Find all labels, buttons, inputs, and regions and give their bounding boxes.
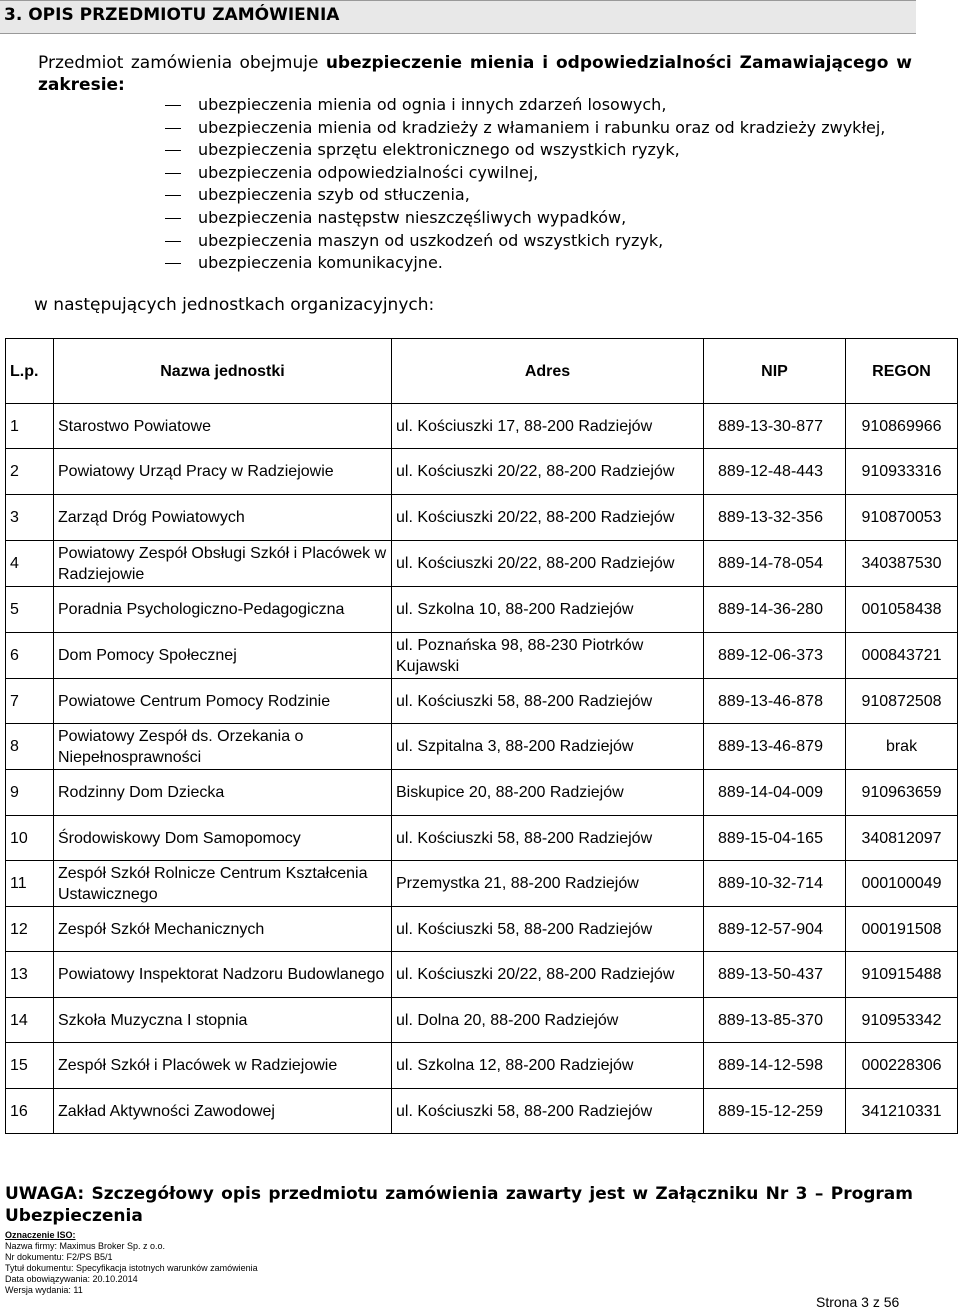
table-row [6, 679, 958, 724]
list-item-text: ubezpieczenia komunikacyjne. [198, 253, 443, 273]
cell-lp: 15 [6, 1043, 54, 1089]
cell-name: Środowiskowy Dom Samopomocy [54, 816, 392, 861]
iso-block [5, 1230, 258, 1296]
table-row [6, 998, 958, 1043]
list-item [165, 252, 885, 275]
cell-address: ul. Kościuszki 58, 88-200 Radziejów [392, 679, 704, 724]
cell-regon: 000191508 [846, 907, 958, 952]
cell-lp: 12 [6, 907, 54, 952]
dash-icon [165, 128, 181, 129]
cell-name: Zespół Szkół Mechanicznych [54, 907, 392, 952]
cell-name: Zespół Szkół i Placówek w Radziejowie [54, 1043, 392, 1089]
cell-regon: 000843721 [846, 633, 958, 679]
cell-lp: 10 [6, 816, 54, 861]
cell-lp: 8 [6, 724, 54, 770]
cell-address: Przemystka 21, 88-200 Radziejów [392, 861, 704, 907]
cell-name: Zarząd Dróg Powiatowych [54, 495, 392, 541]
list-item-text: ubezpieczenia następstw nieszczęśliwych wypadków, [198, 207, 627, 227]
table-row [6, 724, 958, 770]
header-address: Adres [392, 339, 704, 404]
cell-address: ul. Szpitalna 3, 88-200 Radziejów [392, 724, 704, 770]
list-item [165, 117, 885, 140]
cell-regon: 000228306 [846, 1043, 958, 1089]
cell-nip: 889-13-30-877 [704, 404, 846, 449]
cell-name: Powiatowy Urząd Pracy w Radziejowie [54, 449, 392, 495]
cell-regon: brak [846, 724, 958, 770]
list-item [165, 139, 885, 162]
iso-line: Data obowiązywania: 20.10.2014 [5, 1274, 138, 1284]
page-number: Strona 3 z 56 [816, 1294, 900, 1310]
table-row [6, 587, 958, 633]
table-row [6, 861, 958, 907]
table-row [6, 907, 958, 952]
iso-line: Nazwa firmy: Maximus Broker Sp. z o.o. [5, 1241, 166, 1251]
iso-line: Wersja wydania: 11 [5, 1285, 83, 1295]
cell-nip: 889-13-46-879 [704, 724, 846, 770]
table-row [6, 633, 958, 679]
cell-nip: 889-13-32-356 [704, 495, 846, 541]
cell-address: ul. Kościuszki 58, 88-200 Radziejów [392, 1089, 704, 1134]
cell-lp: 16 [6, 1089, 54, 1134]
cell-lp: 5 [6, 587, 54, 633]
cell-regon: 000100049 [846, 861, 958, 907]
cell-lp: 14 [6, 998, 54, 1043]
cell-lp: 7 [6, 679, 54, 724]
header-name: Nazwa jednostki [54, 339, 392, 404]
warning-note: UWAGA: Szczegółowy opis przedmiotu zamówienia zawarty jest w Załączniku Nr 3 – Program Ubezpieczenia [5, 1184, 913, 1226]
cell-name: Rodzinny Dom Dziecka [54, 770, 392, 816]
cell-lp: 6 [6, 633, 54, 679]
cell-name: Powiatowy Zespół ds. Orzekania o Niepełnosprawności [54, 724, 392, 770]
table-row [6, 1089, 958, 1134]
cell-lp: 11 [6, 861, 54, 907]
table-row [6, 495, 958, 541]
cell-address: ul. Kościuszki 20/22, 88-200 Radziejów [392, 495, 704, 541]
list-item-text: ubezpieczenia mienia od kradzieży z włamaniem i rabunku oraz od kradzieży zwykłej, [198, 117, 886, 137]
list-item-text: ubezpieczenia szyb od stłuczenia, [198, 185, 470, 205]
units-table [5, 338, 958, 1134]
intro-bold: ubezpieczenie mienia i odpowiedzialności Zamawiającego w zakresie: [38, 53, 912, 95]
list-item [165, 230, 885, 253]
table-row [6, 816, 958, 861]
list-item-text: ubezpieczenia maszyn od uszkodzeń od wszystkich ryzyk, [198, 230, 664, 250]
list-item [165, 184, 885, 207]
cell-regon: 001058438 [846, 587, 958, 633]
list-item-text: ubezpieczenia mienia od ognia i innych zdarzeń losowych, [198, 95, 667, 114]
cell-address: ul. Kościuszki 20/22, 88-200 Radziejów [392, 449, 704, 495]
intro-prefix: Przedmiot zamówienia obejmuje [38, 53, 326, 73]
cell-regon: 341210331 [846, 1089, 958, 1134]
iso-heading: Oznaczenie ISO: [5, 1230, 76, 1240]
dash-icon [165, 263, 181, 264]
cell-name: Powiatowy Zespół Obsługi Szkół i Placówek w Radziejowie [54, 541, 392, 587]
table-row [6, 449, 958, 495]
header-nip: NIP [704, 339, 846, 404]
section-header [0, 0, 916, 34]
list-item [165, 94, 885, 117]
table-header-row [6, 339, 958, 404]
intro-paragraph [38, 52, 912, 96]
units-intro: w następujących jednostkach organizacyjnych: [34, 295, 435, 315]
cell-nip: 889-15-12-259 [704, 1089, 846, 1134]
cell-lp: 13 [6, 952, 54, 998]
dash-icon [165, 105, 181, 106]
cell-nip: 889-14-04-009 [704, 770, 846, 816]
dash-icon [165, 241, 181, 242]
cell-nip: 889-15-04-165 [704, 816, 846, 861]
cell-name: Poradnia Psychologiczno-Pedagogiczna [54, 587, 392, 633]
dash-icon [165, 173, 181, 174]
cell-nip: 889-14-12-598 [704, 1043, 846, 1089]
dash-icon [165, 195, 181, 196]
cell-nip: 889-10-32-714 [704, 861, 846, 907]
list-item [165, 162, 885, 185]
cell-regon: 910915488 [846, 952, 958, 998]
cell-regon: 910872508 [846, 679, 958, 724]
table-row [6, 404, 958, 449]
list-item [165, 207, 885, 230]
header-lp: L.p. [6, 339, 54, 404]
section-title: 3. OPIS PRZEDMIOTU ZAMÓWIENIA [4, 5, 340, 25]
cell-address: ul. Kościuszki 58, 88-200 Radziejów [392, 816, 704, 861]
cell-regon: 910953342 [846, 998, 958, 1043]
cell-name: Powiatowy Inspektorat Nadzoru Budowlanego [54, 952, 392, 998]
cell-nip: 889-13-46-878 [704, 679, 846, 724]
cell-nip: 889-14-36-280 [704, 587, 846, 633]
cell-regon: 340812097 [846, 816, 958, 861]
list-item-text: ubezpieczenia sprzętu elektronicznego od wszystkich ryzyk, [198, 140, 680, 160]
cell-regon: 910870053 [846, 495, 958, 541]
cell-address: ul. Kościuszki 20/22, 88-200 Radziejów [392, 952, 704, 998]
header-regon: REGON [846, 339, 958, 404]
cell-nip: 889-14-78-054 [704, 541, 846, 587]
table-row [6, 770, 958, 816]
dash-icon [165, 150, 181, 151]
cell-address: ul. Kościuszki 17, 88-200 Radziejów [392, 404, 704, 449]
cell-address: Biskupice 20, 88-200 Radziejów [392, 770, 704, 816]
cell-lp: 3 [6, 495, 54, 541]
dash-icon [165, 218, 181, 219]
cell-lp: 4 [6, 541, 54, 587]
cell-name: Starostwo Powiatowe [54, 404, 392, 449]
cell-regon: 340387530 [846, 541, 958, 587]
cell-address: ul. Szkolna 12, 88-200 Radziejów [392, 1043, 704, 1089]
cell-regon: 910963659 [846, 770, 958, 816]
list-item-text: ubezpieczenia odpowiedzialności cywilnej, [198, 162, 539, 182]
cell-nip: 889-13-50-437 [704, 952, 846, 998]
cell-name: Szkoła Muzyczna I stopnia [54, 998, 392, 1043]
iso-line: Nr dokumentu: F2/PS B5/1 [5, 1252, 113, 1262]
cell-regon: 910933316 [846, 449, 958, 495]
cell-nip: 889-12-06-373 [704, 633, 846, 679]
iso-line: Tytuł dokumentu: Specyfikacja istotnych warunków zamówienia [5, 1263, 258, 1273]
cell-address: ul. Kościuszki 58, 88-200 Radziejów [392, 907, 704, 952]
cell-lp: 1 [6, 404, 54, 449]
cell-address: ul. Poznańska 98, 88-230 Piotrków Kujawski [392, 633, 704, 679]
cell-address: ul. Kościuszki 20/22, 88-200 Radziejów [392, 541, 704, 587]
scope-list [165, 94, 885, 275]
cell-regon: 910869966 [846, 404, 958, 449]
cell-name: Zakład Aktywności Zawodowej [54, 1089, 392, 1134]
table-row [6, 541, 958, 587]
cell-lp: 2 [6, 449, 54, 495]
cell-lp: 9 [6, 770, 54, 816]
cell-name: Dom Pomocy Społecznej [54, 633, 392, 679]
cell-address: ul. Szkolna 10, 88-200 Radziejów [392, 587, 704, 633]
table-row [6, 1043, 958, 1089]
cell-nip: 889-12-48-443 [704, 449, 846, 495]
cell-name: Zespół Szkół Rolnicze Centrum Kształcenia Ustawicznego [54, 861, 392, 907]
table-body [6, 404, 958, 1134]
table-row [6, 952, 958, 998]
cell-nip: 889-12-57-904 [704, 907, 846, 952]
cell-name: Powiatowe Centrum Pomocy Rodzinie [54, 679, 392, 724]
cell-nip: 889-13-85-370 [704, 998, 846, 1043]
cell-address: ul. Dolna 20, 88-200 Radziejów [392, 998, 704, 1043]
